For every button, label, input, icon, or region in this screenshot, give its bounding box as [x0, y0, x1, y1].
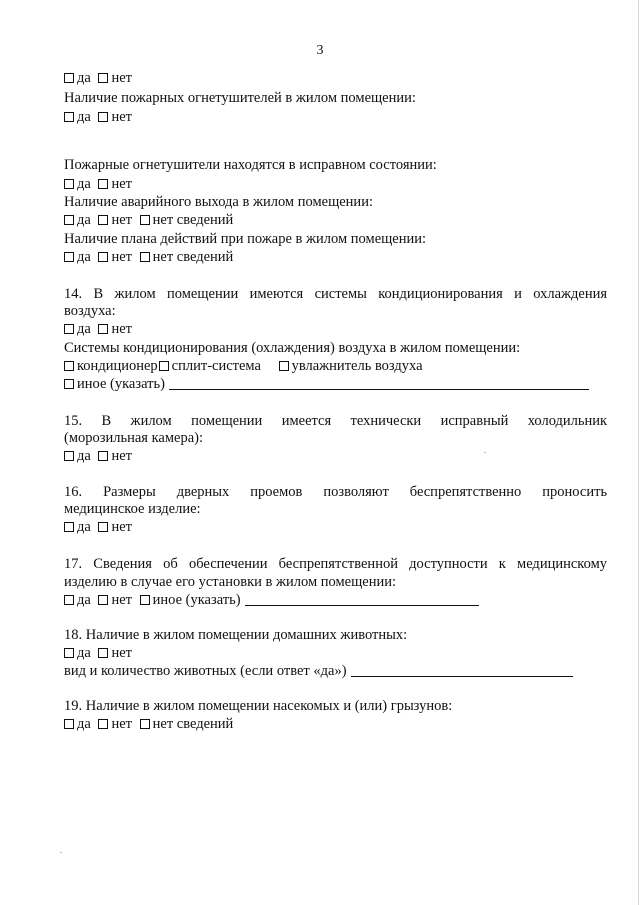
answer-row: иное (указать): [64, 375, 589, 393]
answer-row: да нет нет сведений: [64, 715, 233, 733]
answer-row: да нет иное (указать): [64, 591, 479, 609]
question-label: Наличие плана действий при пожаре в жилом помещении:: [64, 231, 427, 247]
checkbox-yes[interactable]: [64, 112, 74, 122]
answer-row: да нет: [64, 518, 132, 536]
checkbox-yes[interactable]: [64, 73, 74, 83]
question-label: Системы кондиционирования (охлаждения) воздуха в жилом помещении:: [64, 340, 521, 356]
answer-row: да нет: [64, 69, 132, 87]
checkbox-no[interactable]: [98, 451, 108, 461]
answer-row: вид и количество животных (если ответ «да»): [64, 662, 573, 680]
question-label: 19. Наличие в жилом помещении насекомых и (или) грызунов:: [64, 698, 453, 714]
checkbox-no[interactable]: [98, 719, 108, 729]
q15-title-line: 15. В жилом помещении имеется технически исправный холодильник: [64, 413, 608, 429]
checkbox-no-info[interactable]: [140, 252, 150, 262]
checkbox-other[interactable]: [64, 379, 74, 389]
answer-row: да нет нет сведений: [64, 248, 233, 266]
answer-row: да нет: [64, 320, 132, 338]
checkbox-no[interactable]: [98, 252, 108, 262]
checkbox-split[interactable]: [159, 361, 169, 371]
checkbox-no[interactable]: [98, 595, 108, 605]
checkbox-humidifier[interactable]: [279, 361, 289, 371]
other-input-line[interactable]: [169, 375, 589, 390]
question-label: Наличие пожарных огнетушителей в жилом помещении:: [64, 90, 416, 106]
answer-row: да нет: [64, 447, 132, 465]
question-label: Наличие аварийного выхода в жилом помещении:: [64, 194, 373, 210]
checkbox-yes[interactable]: [64, 252, 74, 262]
question-label: Пожарные огнетушители находятся в исправном состоянии:: [64, 157, 437, 173]
checkbox-yes[interactable]: [64, 215, 74, 225]
other-input-line[interactable]: [245, 591, 479, 606]
checkbox-other[interactable]: [140, 595, 150, 605]
answer-row: да нет: [64, 644, 132, 662]
checkbox-yes[interactable]: [64, 179, 74, 189]
checkbox-yes[interactable]: [64, 719, 74, 729]
q15-title-cont: (морозильная камера):: [64, 430, 203, 446]
answer-row: да нет: [64, 108, 132, 126]
checkbox-no[interactable]: [98, 73, 108, 83]
checkbox-conditioner[interactable]: [64, 361, 74, 371]
question-label: 18. Наличие в жилом помещении домашних животных:: [64, 627, 408, 643]
q17-title-line: 17. Сведения об обеспечении беспрепятственной доступности к медицинскому: [64, 556, 607, 572]
checkbox-yes[interactable]: [64, 451, 74, 461]
q14-title-cont: воздуха:: [64, 303, 116, 319]
page-number: 3: [316, 43, 324, 58]
checkbox-no[interactable]: [98, 648, 108, 658]
answer-row: кондиционер сплит-система увлажнитель воздуха: [64, 357, 423, 375]
q16-title-cont: медицинское изделие:: [64, 501, 201, 517]
checkbox-no-info[interactable]: [140, 719, 150, 729]
checkbox-no[interactable]: [98, 324, 108, 334]
checkbox-no[interactable]: [98, 215, 108, 225]
scan-speck: [484, 452, 486, 453]
q17-title-cont: изделию в случае его установки в жилом помещении:: [64, 574, 397, 590]
checkbox-yes[interactable]: [64, 595, 74, 605]
checkbox-no[interactable]: [98, 179, 108, 189]
scan-speck: [60, 852, 62, 853]
checkbox-yes[interactable]: [64, 522, 74, 532]
answer-row: да нет нет сведений: [64, 211, 233, 229]
checkbox-no[interactable]: [98, 522, 108, 532]
animals-input-line[interactable]: [351, 662, 573, 677]
checkbox-no[interactable]: [98, 112, 108, 122]
q16-title-line: 16. Размеры дверных проемов позволяют беспрепятственно проносить: [64, 484, 608, 500]
checkbox-yes[interactable]: [64, 648, 74, 658]
checkbox-no-info[interactable]: [140, 215, 150, 225]
checkbox-yes[interactable]: [64, 324, 74, 334]
q14-title-line: 14. В жилом помещении имеются системы кондиционирования и охлаждения: [64, 286, 608, 302]
page-edge: [638, 0, 639, 905]
answer-row: да нет: [64, 175, 132, 193]
